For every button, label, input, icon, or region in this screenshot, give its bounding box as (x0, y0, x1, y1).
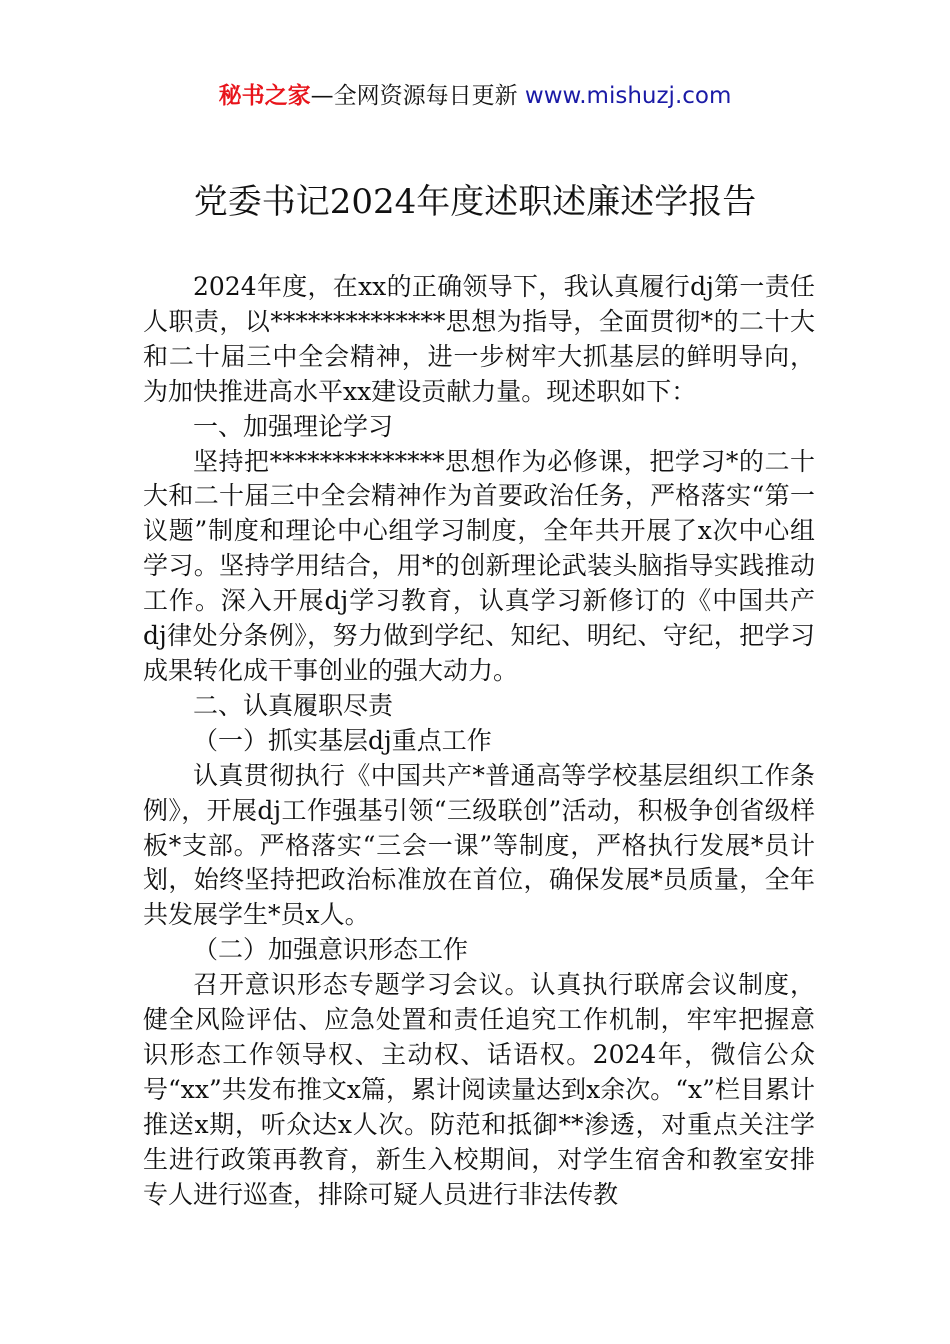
site-url-link[interactable]: www.mishuzj.com (524, 83, 732, 109)
section-heading-2: 二、认真履职尽责 (193, 690, 394, 720)
paragraph-grassroots-work: 认真贯彻执行《中国共产*普通高等学校基层组织工作条例》，开展dj工作强基引领“三级联创”活动，积极争创省级样板*支部。严格落实“三会一课”等制度，严格执行发展*员计划，始终坚持把政治标准放在首位，确保发展*员质量，全年共发展学生*员x人。 (143, 760, 815, 930)
subsection-heading-2: （二）加强意识形态工作 (193, 935, 469, 965)
site-brand: 秘书之家 (218, 83, 311, 109)
document-body (143, 270, 815, 1212)
document-title: 党委书记2024年度述职述廉述学报告 (193, 182, 757, 222)
subsection-heading-1: （一）抓实基层dj重点工作 (193, 725, 492, 755)
site-header (0, 80, 950, 112)
site-tagline: —全网资源每日更新 (310, 83, 525, 109)
paragraph-intro: 2024年度，在xx的正确领导下，我认真履行dj第一责任人职责，以**************思想为指导，全面贯彻*的二十大和二十届三中全会精神，进一步树牢大抓基层的鲜明导向，为加快推进高水平xx建设贡献力量。现述职如下： (143, 272, 815, 406)
section-heading-1: 一、加强理论学习 (193, 411, 394, 441)
paragraph-theory-study: 坚持把**************思想作为必修课，把学习*的二十大和二十届三中全会精神作为首要政治任务，严格落实“第一议题”制度和理论中心组学习制度，全年共开展了x次中心组学习。坚持学用结合，用*的创新理论武装头脑指导实践推动工作。深入开展dj学习教育，认真学习新修订的《中国共产dj律处分条例》，努力做到学纪、知纪、明纪、守纪，把学习成果转化成干事创业的强大动力。 (143, 446, 815, 685)
paragraph-ideology-work: 召开意识形态专题学习会议。认真执行联席会议制度，健全风险评估、应急处置和责任追究工作机制，牢牢把握意识形态工作领导权、主动权、话语权。2024年，微信公众号“xx”共发布推文x篇，累计阅读量达到x余次。“x”栏目累计推送x期，听众达x人次。防范和抵御**渗透，对重点关注学生进行政策再教育，新生入校期间，对学生宿舍和教室安排专人进行巡查，排除可疑人员进行非法传教 (143, 970, 815, 1209)
